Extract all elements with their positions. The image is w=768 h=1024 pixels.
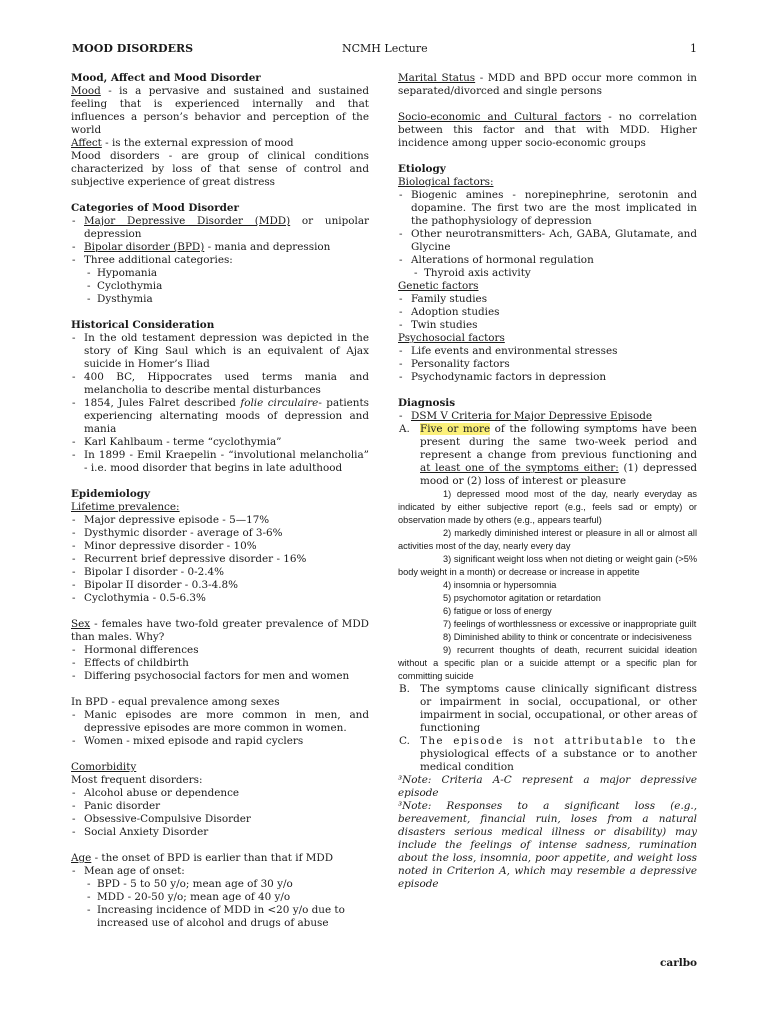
symptom-3: 3) significant weight loss when not dieting or weight gain (>5% body weight in a month) or decrease or increase in appetite <box>398 554 697 577</box>
list-item: - Life events and environmental stresses <box>398 345 697 358</box>
sub-list-item: - Thyroid axis activity <box>398 267 697 280</box>
list-item: - Alcohol abuse or dependence <box>71 787 369 800</box>
page-number: 1 <box>690 42 697 55</box>
subheading-comorbidity: Comorbidity <box>71 761 137 773</box>
bpd-sex-paragraph: In BPD - equal prevalence among sexes <box>71 696 280 708</box>
list-item: - Dysthymic disorder - average of 3-6% <box>71 527 369 540</box>
list-item: - Women - mixed episode and rapid cyclers <box>71 735 369 748</box>
doc-title: MOOD DISORDERS <box>72 42 194 55</box>
list-item: - Personality factors <box>398 358 697 371</box>
notes <box>398 774 697 891</box>
symptom-9: 9) recurrent thoughts of death, recurrent suicidal ideation without a specific plan or a suicide attempt or a specific plan for committing suicide <box>398 645 697 681</box>
list-item: - Alterations of hormonal regulation <box>398 254 697 267</box>
sub-list-item: - Cyclothymia <box>71 280 369 293</box>
list-item: - Major depressive episode - 5—17% <box>71 514 369 527</box>
list-item: - Karl Kahlbaum - terme “cyclothymia” <box>71 436 369 449</box>
comorbidity-intro: Most frequent disorders: <box>71 774 203 786</box>
socio-paragraph: Socio-economic and Cultural factors - no correlation between this factor and that with MDD. Higher incidence among upper socio-economic groups <box>398 111 697 149</box>
list-item: - Bipolar II disorder - 0.3-4.8% <box>71 579 369 592</box>
list-item: - Effects of childbirth <box>71 657 369 670</box>
mood-definition: Mood - is a pervasive and sustained and sustained feeling that is experienced internally and that influences a person’s behavior and perception of the world <box>71 85 369 136</box>
list-item: - Three additional categories: <box>71 254 369 267</box>
symptom-5: 5) psychomotor agitation or retardation <box>443 593 601 603</box>
list-item: - Psychodynamic factors in depression <box>398 371 697 384</box>
author-signature: carlbo <box>660 957 698 969</box>
sex-paragraph: Sex - females have two-fold greater prevalence of MDD than males. Why? <box>71 618 369 643</box>
list-item: - Manic episodes are more common in men, and depressive episodes are more common in women. <box>71 709 369 735</box>
list-item: - Bipolar disorder (BPD) - mania and depression <box>71 241 369 254</box>
section-heading-diagnosis: Diagnosis <box>398 397 456 409</box>
list-item: - Hormonal differences <box>71 644 369 657</box>
criterion-c: C. The episode is not attributable to the physiological effects of a substance or to another medical condition <box>399 735 697 773</box>
subheading-lifetime: Lifetime prevalence: <box>71 501 180 513</box>
section-heading-categories: Categories of Mood Disorder <box>71 202 239 214</box>
list-item: - 1854, Jules Falret described folie circulaire- patients experiencing alternating moods of depression and mania <box>71 397 369 436</box>
list-item: - Bipolar I disorder - 0-2.4% <box>71 566 369 579</box>
section-heading-etiology: Etiology <box>398 163 446 175</box>
list-item: - In the old testament depression was depicted in the story of King Saul which is an equivalent of Ajax suicide in Homer’s Iliad <box>71 332 369 371</box>
sub-list-item: - Dysthymia <box>71 293 369 306</box>
list-item: - Cyclothymia - 0.5-6.3% <box>71 592 369 605</box>
marital-paragraph: Marital Status - MDD and BPD occur more common in separated/divorced and single persons <box>398 72 697 97</box>
highlight: Five or more <box>420 423 491 435</box>
subheading-biological: Biological factors: <box>398 176 494 188</box>
list-item: - Other neurotransmitters- Ach, GABA, Glutamate, and Glycine <box>398 228 697 254</box>
symptom-4: 4) insomnia or hypersomnia <box>443 580 557 590</box>
list-item: - In 1899 - Emil Kraepelin - “involutional melancholia” - i.e. mood disorder that begins in late adulthood <box>71 449 369 475</box>
note-1: ³Note: Criteria A-C represent a major depressive episode <box>398 774 697 799</box>
criterion-b: B. The symptoms cause clinically significant distress or impairment in social, occupational, or other impairment in social, occupational, or other areas of functioning <box>399 683 697 734</box>
note-2: ³Note: Responses to a significant loss (e.g., bereavement, financial ruin, loses from a natural disasters serious medical illness or disability) may include the feelings of intense sadness, rumination about the loss, insomnia, poor appetite, and weight loss noted in Criterion A, which may resemble a depressive episode <box>398 800 697 890</box>
sub-list-item: - Hypomania <box>71 267 369 280</box>
subheading-genetic: Genetic factors <box>398 280 479 292</box>
symptom-1: 1) depressed mood most of the day, nearly everyday as indicated by either subjective report (e.g., feels sad or empty) or observation made by others (e.g., appears tearful) <box>398 489 697 525</box>
symptom-8: 8) Diminished ability to think or concentrate or indecisiveness <box>443 632 692 642</box>
list-item: - Social Anxiety Disorder <box>71 826 369 839</box>
list-item: - Mean age of onset: <box>71 865 369 878</box>
criterion-a: A. Five or more of the following symptoms have been present during the same two-week period and represent a change from previous functioning and at least one of the symptoms either: (1) depressed mood or (2) loss of interest or pleasure <box>399 423 698 487</box>
list-item: - Recurrent brief depressive disorder - 16% <box>71 553 369 566</box>
list-item: - Differing psychosocial factors for men and women <box>71 670 369 683</box>
sub-list-item: - MDD - 20-50 y/o; mean age of 40 y/o <box>71 891 369 904</box>
list-item: - Minor depressive disorder - 10% <box>71 540 369 553</box>
mood-disorders-definition: Mood disorders - are group of clinical conditions characterized by loss of that sense of control and subjective experience of great distress <box>71 150 369 188</box>
age-paragraph: Age - the onset of BPD is earlier than that if MDD <box>71 852 334 864</box>
symptom-7: 7) feelings of worthlessness or excessive or inappropriate guilt <box>443 619 697 629</box>
left-column <box>71 72 369 930</box>
subheading-psychosocial: Psychosocial factors <box>398 332 505 344</box>
list-item: - Major Depressive Disorder (MDD) or unipolar depression <box>71 215 369 241</box>
list-item: - Panic disorder <box>71 800 369 813</box>
list-item: - DSM V Criteria for Major Depressive Episode <box>398 410 697 423</box>
section-heading-mood: Mood, Affect and Mood Disorder <box>71 72 261 84</box>
sub-list-item: - BPD - 5 to 50 y/o; mean age of 30 y/o <box>71 878 369 891</box>
list-item: - Biogenic amines - norepinephrine, serotonin and dopamine. The first two are the most implicated in the pathophysiology of depression <box>398 189 697 228</box>
right-column <box>398 72 697 891</box>
section-heading-historical: Historical Consideration <box>71 319 215 331</box>
list-item: - Twin studies <box>398 319 697 332</box>
affect-definition: Affect - is the external expression of mood <box>71 137 294 149</box>
list-item: - Family studies <box>398 293 697 306</box>
list-item: - 400 BC, Hippocrates used terms mania and melancholia to describe mental disturbances <box>71 371 369 397</box>
symptom-6: 6) fatigue or loss of energy <box>443 606 552 616</box>
symptom-2: 2) markedly diminished interest or pleasure in all or almost all activities most of the day, nearly every day <box>398 528 697 551</box>
lecture-label: NCMH Lecture <box>342 42 428 55</box>
list-item: - Obsessive-Compulsive Disorder <box>71 813 369 826</box>
sub-list-item: - Increasing incidence of MDD in <20 y/o due to increased use of alcohol and drugs of abuse <box>71 904 369 930</box>
list-item: - Adoption studies <box>398 306 697 319</box>
section-heading-epidemiology: Epidemiology <box>71 488 151 500</box>
